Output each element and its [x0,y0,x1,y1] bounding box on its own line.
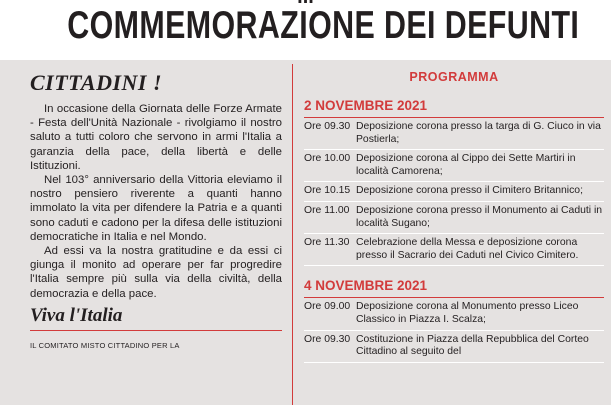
event-description: Celebrazione della Messa e deposizione corona presso il Sacrario dei Caduti nel Civico Cimitero. [356,237,579,261]
viva-italia-heading: Viva l'Italia [30,305,282,331]
event-time: Ore 11.00 [304,204,350,216]
committee-text: IL COMITATO MISTO CITTADINO PER LA [30,340,180,350]
day-block-1 [304,98,604,266]
event-row [304,331,604,363]
event-description: Deposizione corona presso il Cimitero Britannico; [356,185,583,197]
event-row [304,234,604,266]
event-time: Ore 09.30 [304,333,351,345]
event-time: Ore 09.00 [304,301,351,313]
header-band [0,0,611,58]
event-row [304,298,604,330]
event-time: Ore 11.30 [304,237,350,249]
left-column [30,70,282,350]
right-column [304,70,604,375]
event-row [304,118,604,150]
paragraph-3: Ad essi va la nostra gratitudine e da essi ci giunga il monito ad operare per far progredire l'Italia sempre più sulla via della civiltà, della democrazia e della pace. [30,245,282,300]
program-title: PROGRAMMA [409,70,499,84]
event-row [304,150,604,182]
event-description: Deposizione corona al Monumento presso Liceo Classico in Piazza I. Scalza; [356,301,579,325]
event-description: Deposizione corona presso il Monumento ai Caduti in località Sugano; [356,204,603,229]
page-title: COMMEMORAZIONE DEI DEFUNTI [67,4,580,47]
event-time: Ore 09.30 [304,121,351,132]
paragraph-2: Nel 103° anniversario della Vittoria eleviamo il nostro pensiero riverente a quanti hanno immolato la vita per difendere la Patria e a quanti sono caduti e cadono per la difesa delle istituzioni democratiche in Italia e nel Mondo. [30,174,282,243]
event-time: Ore 10.15 [304,185,351,197]
day-block-2 [304,278,604,362]
column-divider [292,64,293,405]
event-row [304,182,604,202]
date-heading: 2 NOVEMBRE 2021 [304,98,604,118]
event-description: Costituzione in Piazza della Repubblica del Corteo Cittadino al seguito del [356,333,589,358]
paragraph-1: In occasione della Giornata delle Forze Armate - Festa dell'Unità Nazionale - rivolgiamo il nostro saluto a tutti coloro che servono in armi l'Italia a garanzia della pace, della libertà e delle Istituzioni. [30,103,282,172]
event-description: Deposizione corona al Cippo dei Sette Martiri in località Camorena; [356,153,576,177]
event-time: Ore 10.00 [304,153,351,165]
event-row [304,202,604,234]
cittadini-heading: CITTADINI ! [30,70,163,95]
event-description: Deposizione corona presso la targa di G. Ciuco in via Postierla; [356,121,601,145]
date-heading: 4 NOVEMBRE 2021 [304,278,604,298]
